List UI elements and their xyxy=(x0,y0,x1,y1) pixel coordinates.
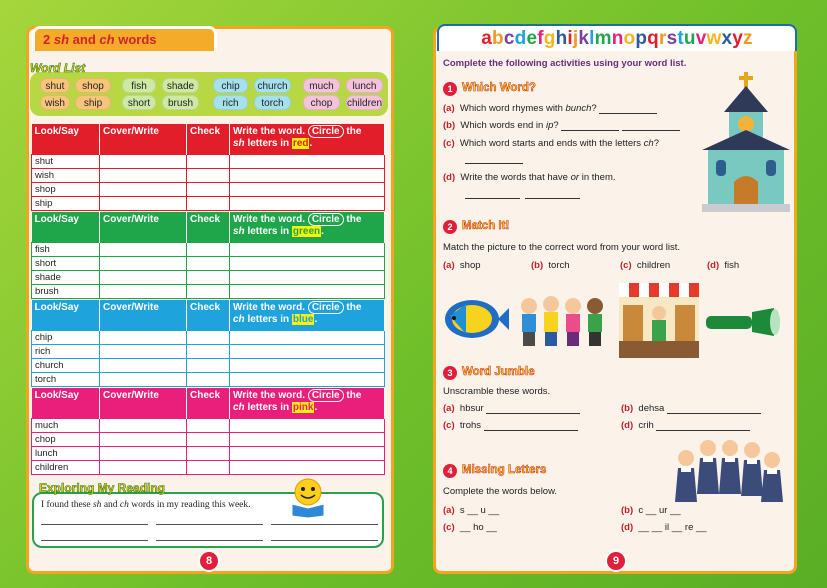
table-header: Check xyxy=(187,300,230,330)
write-cell[interactable] xyxy=(187,242,230,256)
alphabet-letter: a xyxy=(481,28,493,49)
answer-line[interactable] xyxy=(465,163,523,164)
write-cell[interactable] xyxy=(230,242,385,256)
write-cell[interactable] xyxy=(187,330,230,344)
alphabet-letter: p xyxy=(635,28,648,49)
table-row xyxy=(32,168,385,182)
write-cell[interactable] xyxy=(100,372,187,386)
reading-line[interactable] xyxy=(41,540,148,541)
table-row xyxy=(32,432,385,446)
alphabet-letter: n xyxy=(611,28,624,49)
alphabet-letter: l xyxy=(589,28,595,49)
write-cell[interactable] xyxy=(100,168,187,182)
write-cell[interactable] xyxy=(230,372,385,386)
fish-image xyxy=(442,296,510,342)
write-cell[interactable] xyxy=(100,284,187,298)
write-cell[interactable] xyxy=(187,460,230,474)
word-chip: brush xyxy=(162,95,199,110)
write-cell[interactable] xyxy=(230,182,385,196)
table-header: Look/Say xyxy=(32,124,100,154)
table-row xyxy=(32,418,385,432)
write-cell[interactable] xyxy=(100,256,187,270)
alphabet-letter: s xyxy=(666,28,678,49)
word-chip: children xyxy=(346,95,383,110)
write-cell[interactable] xyxy=(230,460,385,474)
word-chip: fish xyxy=(122,78,156,93)
reading-line[interactable] xyxy=(271,524,378,525)
missing-letter-item: (b) c __ ur __ xyxy=(621,505,681,516)
reading-box xyxy=(32,492,384,548)
answer-line[interactable] xyxy=(622,130,680,131)
write-cell[interactable] xyxy=(230,330,385,344)
alphabet-letter: f xyxy=(537,28,544,49)
word-chip: chop xyxy=(303,95,340,110)
word-cell: short xyxy=(32,256,100,270)
table-header: Cover/Write xyxy=(100,124,187,154)
missing-letter-item: (a) s __ u __ xyxy=(443,505,499,516)
write-cell[interactable] xyxy=(187,432,230,446)
word-cell: church xyxy=(32,358,100,372)
reading-line[interactable] xyxy=(156,540,263,541)
table-row xyxy=(32,284,385,298)
table-header: Check xyxy=(187,388,230,418)
word-cell: shop xyxy=(32,182,100,196)
alphabet-letter: z xyxy=(743,28,753,49)
word-chip: wish xyxy=(40,95,70,110)
question-1b: (b) Which words end in ip? xyxy=(443,120,680,131)
unit-number: 2 xyxy=(43,32,51,47)
write-cell[interactable] xyxy=(187,418,230,432)
write-cell[interactable] xyxy=(187,182,230,196)
answer-line[interactable] xyxy=(561,130,619,131)
word-table-red xyxy=(31,124,385,211)
children-image xyxy=(515,292,610,350)
alphabet-letter: g xyxy=(543,28,556,49)
answer-line[interactable] xyxy=(486,413,580,414)
write-cell[interactable] xyxy=(100,182,187,196)
word-cell: chop xyxy=(32,432,100,446)
table-header: Cover/Write xyxy=(100,212,187,242)
write-cell[interactable] xyxy=(100,358,187,372)
word-cell: brush xyxy=(32,284,100,298)
section-1-title: Which Word? xyxy=(462,82,536,94)
church-image xyxy=(702,70,794,215)
write-cell[interactable] xyxy=(187,270,230,284)
word-chip: torch xyxy=(254,95,291,110)
word-chip: rich xyxy=(213,95,248,110)
write-cell[interactable] xyxy=(230,256,385,270)
instructions: Complete the following activities using your word list. xyxy=(443,58,687,69)
reading-line[interactable] xyxy=(41,524,148,525)
write-cell[interactable] xyxy=(187,256,230,270)
word-chip: lunch xyxy=(346,78,383,93)
table-row xyxy=(32,446,385,460)
table-row xyxy=(32,182,385,196)
write-cell[interactable] xyxy=(187,358,230,372)
section-3-title: Word Jumble xyxy=(462,366,535,378)
write-cell[interactable] xyxy=(100,460,187,474)
page-number-left: 8 xyxy=(198,550,220,572)
alphabet-letter: j xyxy=(572,28,579,49)
alphabet-letter: d xyxy=(514,28,527,49)
word-cell: chip xyxy=(32,330,100,344)
table-instruction: Write the word. Circle the sh letters in red. xyxy=(230,124,385,154)
unit-tab xyxy=(32,26,217,51)
table-row xyxy=(32,344,385,358)
alphabet-letter: h xyxy=(555,28,568,49)
jumble-item: (b) dehsa xyxy=(621,403,761,414)
word-cell: wish xyxy=(32,168,100,182)
reading-line[interactable] xyxy=(271,540,378,541)
write-cell[interactable] xyxy=(187,154,230,168)
reading-text: I found these sh and ch words in my reading this week. xyxy=(41,500,251,510)
answer-line[interactable] xyxy=(656,430,750,431)
table-instruction: Write the word. Circle the ch letters in pink. xyxy=(230,388,385,418)
word-cell: rich xyxy=(32,344,100,358)
jumble-item: (a) hbsur xyxy=(443,403,580,414)
jumble-item: (c) trohs xyxy=(443,420,578,431)
table-row xyxy=(32,256,385,270)
section-2-number: 2 xyxy=(443,220,457,234)
table-instruction: Write the word. Circle the ch letters in blue. xyxy=(230,300,385,330)
question-1d: (d) Write the words that have or in them. xyxy=(443,172,616,183)
write-cell[interactable] xyxy=(187,168,230,182)
write-cell[interactable] xyxy=(230,418,385,432)
match-word: (a) shop xyxy=(443,260,481,271)
write-cell[interactable] xyxy=(230,432,385,446)
match-word: (b) torch xyxy=(531,260,570,271)
torch-image xyxy=(704,308,782,336)
match-word: (c) children xyxy=(620,260,671,271)
answer-line[interactable] xyxy=(525,198,580,199)
section-4-title: Missing Letters xyxy=(462,464,547,476)
word-cell: ship xyxy=(32,196,100,210)
write-cell[interactable] xyxy=(187,344,230,358)
missing-letter-item: (c) __ ho __ xyxy=(443,522,497,533)
word-cell: much xyxy=(32,418,100,432)
table-header: Check xyxy=(187,212,230,242)
write-cell[interactable] xyxy=(100,418,187,432)
write-cell[interactable] xyxy=(100,154,187,168)
question-1a: (a) Which word rhymes with bunch? xyxy=(443,103,657,114)
word-chip: much xyxy=(303,78,340,93)
section-3-number: 3 xyxy=(443,366,457,380)
word-chip: chip xyxy=(213,78,248,93)
section-3-text: Unscramble these words. xyxy=(443,386,551,397)
unit-title-sh: sh xyxy=(53,32,70,47)
table-row xyxy=(32,242,385,256)
alphabet-letter: b xyxy=(492,28,504,49)
write-cell[interactable] xyxy=(230,358,385,372)
table-header: Cover/Write xyxy=(100,300,187,330)
book-smiley-icon xyxy=(288,476,328,518)
alphabet-letter: y xyxy=(732,28,744,49)
alphabet-letter: q xyxy=(647,28,659,49)
table-header: Look/Say xyxy=(32,300,100,330)
alphabet-letter: o xyxy=(623,28,636,49)
table-header: Look/Say xyxy=(32,388,100,418)
choir-image xyxy=(672,436,784,504)
write-cell[interactable] xyxy=(100,196,187,210)
write-cell[interactable] xyxy=(100,446,187,460)
alphabet-letter: i xyxy=(567,28,573,49)
answer-line[interactable] xyxy=(599,113,657,114)
word-chip: shade xyxy=(162,78,199,93)
unit-title-and: and xyxy=(72,32,96,47)
table-row xyxy=(32,270,385,284)
word-table-blue xyxy=(31,300,385,387)
section-1-number: 1 xyxy=(443,82,457,96)
table-header: Cover/Write xyxy=(100,388,187,418)
unit-title-words: words xyxy=(118,32,157,47)
table-instruction: Write the word. Circle the sh letters in green. xyxy=(230,212,385,242)
alphabet-letter: c xyxy=(503,28,515,49)
write-cell[interactable] xyxy=(100,330,187,344)
answer-line[interactable] xyxy=(465,198,520,199)
alphabet-letter: x xyxy=(721,28,733,49)
word-chip: short xyxy=(122,95,156,110)
word-chip: ship xyxy=(75,95,111,110)
word-chip: church xyxy=(254,78,291,93)
table-row xyxy=(32,154,385,168)
question-1c: (c) Which word starts and ends with the letters ch? xyxy=(443,138,659,149)
unit-title-ch: ch xyxy=(99,32,115,47)
alphabet-letter: w xyxy=(706,28,722,49)
word-list-title: Word List xyxy=(30,61,86,75)
write-cell[interactable] xyxy=(187,372,230,386)
alphabet-letter: u xyxy=(683,28,696,49)
alphabet-letter: r xyxy=(658,28,667,49)
write-cell[interactable] xyxy=(187,196,230,210)
table-row xyxy=(32,330,385,344)
alphabet-letter: v xyxy=(695,28,707,49)
word-cell: shade xyxy=(32,270,100,284)
shop-image xyxy=(619,283,699,358)
alphabet-letter: t xyxy=(677,28,684,49)
table-row xyxy=(32,372,385,386)
answer-line[interactable] xyxy=(484,430,578,431)
page-number-right: 9 xyxy=(605,550,627,572)
missing-letter-item: (d) __ __ il __ re __ xyxy=(621,522,707,533)
write-cell[interactable] xyxy=(230,154,385,168)
alphabet-letter: e xyxy=(526,28,538,49)
reading-title: Exploring My Reading xyxy=(39,481,166,495)
write-cell[interactable] xyxy=(100,432,187,446)
write-cell[interactable] xyxy=(230,270,385,284)
write-cell[interactable] xyxy=(100,270,187,284)
table-row xyxy=(32,460,385,474)
word-cell: children xyxy=(32,460,100,474)
table-header: Look/Say xyxy=(32,212,100,242)
table-row xyxy=(32,196,385,210)
word-cell: shut xyxy=(32,154,100,168)
word-chip: shop xyxy=(75,78,111,93)
word-cell: torch xyxy=(32,372,100,386)
alphabet-letter: k xyxy=(578,28,590,49)
write-cell[interactable] xyxy=(230,284,385,298)
word-table-pink xyxy=(31,388,385,475)
word-cell: fish xyxy=(32,242,100,256)
write-cell[interactable] xyxy=(230,168,385,182)
write-cell[interactable] xyxy=(100,344,187,358)
jumble-item: (d) crih xyxy=(621,420,750,431)
word-cell: lunch xyxy=(32,446,100,460)
write-cell[interactable] xyxy=(230,196,385,210)
section-4-number: 4 xyxy=(443,464,457,478)
section-2-title: Match It! xyxy=(462,220,510,232)
word-table-green xyxy=(31,212,385,299)
reading-line[interactable] xyxy=(156,524,263,525)
alphabet-banner xyxy=(437,24,797,51)
write-cell[interactable] xyxy=(187,284,230,298)
word-chip: shut xyxy=(40,78,70,93)
table-row xyxy=(32,358,385,372)
section-4-text: Complete the words below. xyxy=(443,486,558,497)
match-word: (d) fish xyxy=(707,260,740,271)
section-2-text: Match the picture to the correct word from your word list. xyxy=(443,242,681,253)
alphabet-letter: m xyxy=(594,28,612,49)
write-cell[interactable] xyxy=(100,242,187,256)
table-header: Check xyxy=(187,124,230,154)
answer-line[interactable] xyxy=(667,413,761,414)
write-cell[interactable] xyxy=(230,446,385,460)
write-cell[interactable] xyxy=(230,344,385,358)
write-cell[interactable] xyxy=(187,446,230,460)
